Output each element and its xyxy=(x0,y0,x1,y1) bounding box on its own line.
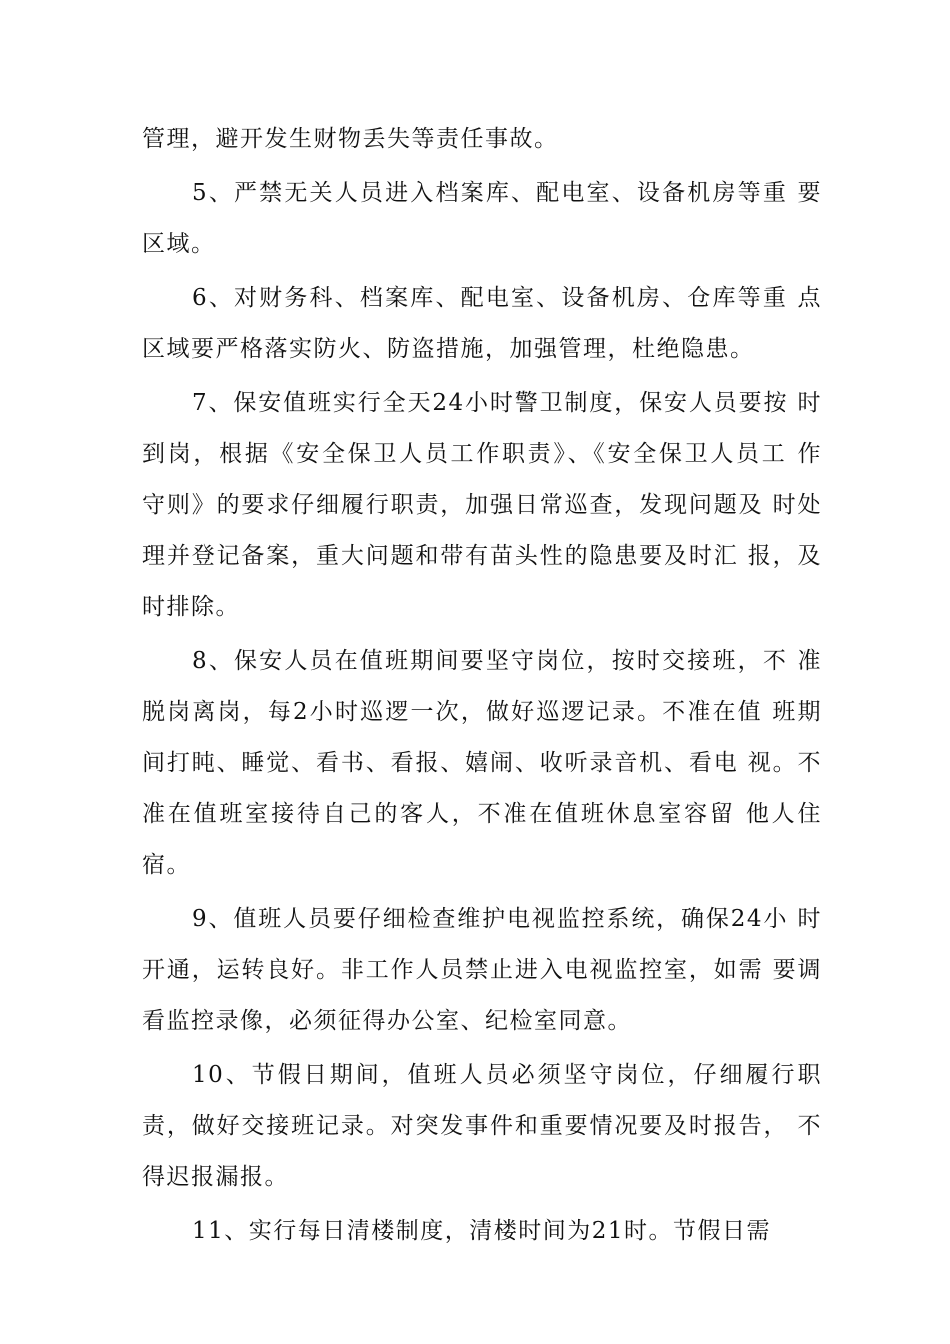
text-line: 10、节假日期间，值班人员必须坚守岗位，仔细履行职 xyxy=(192,1062,822,1088)
text-line: 9、值班人员要仔细检查维护电视监控系统，确保24小 时 xyxy=(192,906,822,932)
text-line: 脱岗离岗，每2小时巡逻一次，做好巡逻记录。不准在值 班期 xyxy=(142,699,822,725)
paragraph-item-11 xyxy=(142,1206,822,1257)
paragraph-item-9 xyxy=(142,894,822,1047)
text-line: 宿。 xyxy=(142,852,191,878)
paragraph-item-7 xyxy=(142,378,822,633)
text-line: 理并登记备案，重大问题和带有苗头性的隐患要及时汇 报，及 xyxy=(142,543,822,569)
text-line: 11、实行每日清楼制度，清楼时间为21时。节假日需 xyxy=(192,1218,772,1244)
text-line: 8、保安人员在值班期间要坚守岗位，按时交接班，不 准 xyxy=(192,648,822,674)
text-line: 6、对财务科、档案库、配电室、设备机房、仓库等重 点 xyxy=(192,285,822,311)
text-line: 准在值班室接待自己的客人，不准在值班休息室容留 他人住 xyxy=(142,801,822,827)
text-line: 得迟报漏报。 xyxy=(142,1164,289,1190)
paragraph-item-8 xyxy=(142,636,822,891)
text-line: 守则》的要求仔细履行职责，加强日常巡查，发现问题及 时处 xyxy=(142,492,822,518)
text-line: 5、严禁无关人员进入档案库、配电室、设备机房等重 要 xyxy=(192,180,822,206)
text-line: 间打盹、睡觉、看书、看报、嬉闹、收听录音机、看电 视。不 xyxy=(142,750,822,776)
paragraph-item-5 xyxy=(142,168,822,270)
paragraph-item-6 xyxy=(142,273,822,375)
document-body xyxy=(142,114,822,1260)
text-line: 管理，避开发生财物丢失等责任事故。 xyxy=(142,126,559,152)
text-line: 区域要严格落实防火、防盗措施，加强管理，杜绝隐患。 xyxy=(142,336,755,362)
paragraph-item-10 xyxy=(142,1050,822,1203)
text-line: 责，做好交接班记录。对突发事件和重要情况要及时报告， 不 xyxy=(142,1113,822,1139)
text-line: 开通，运转良好。非工作人员禁止进入电视监控室，如需 要调 xyxy=(142,957,822,983)
text-line: 看监控录像，必须征得办公室、纪检室同意。 xyxy=(142,1008,632,1034)
text-line: 区域。 xyxy=(142,231,216,257)
paragraph-continuation xyxy=(142,114,822,165)
text-line: 到岗，根据《安全保卫人员工作职责》、《安全保卫人员工 作 xyxy=(142,441,822,467)
text-line: 时排除。 xyxy=(142,594,240,620)
text-line: 7、保安值班实行全天24小时警卫制度，保安人员要按 时 xyxy=(192,390,822,416)
